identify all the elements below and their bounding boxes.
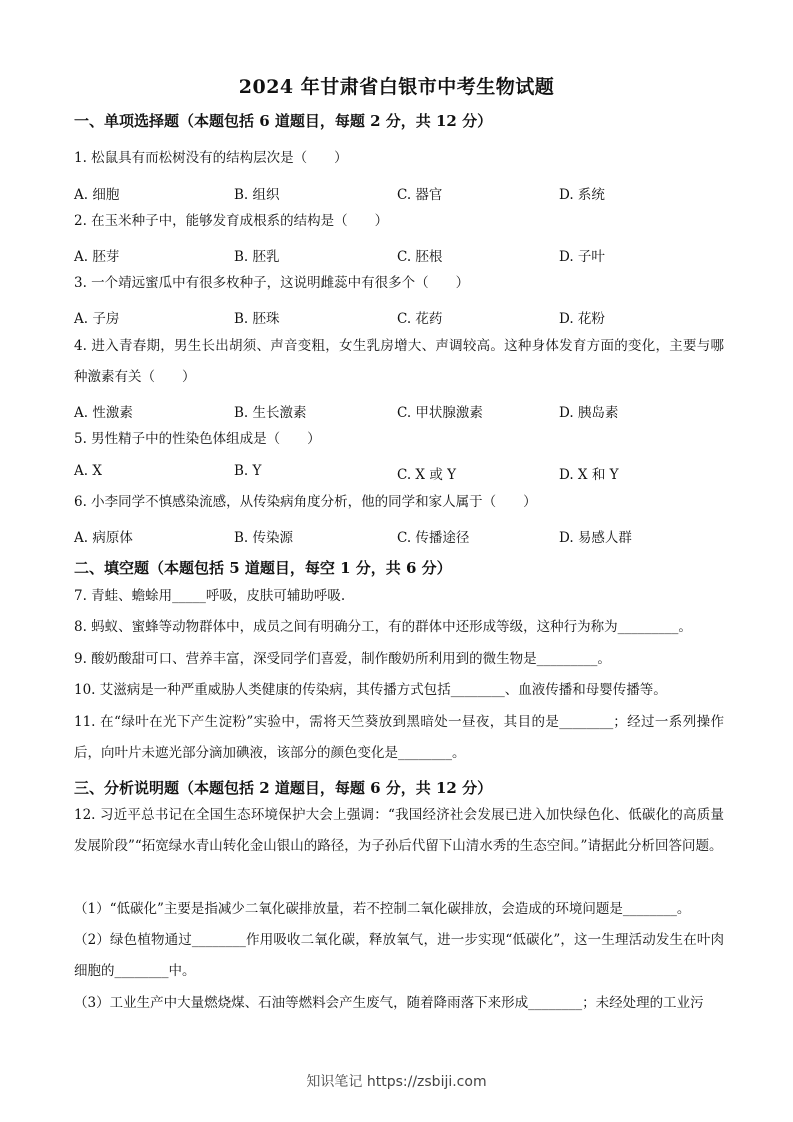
question-6: 6. 小李同学不慎感染流感，从传染病角度分析，他的同学和家人属于（ ）: [74, 494, 537, 510]
option-c: C. 器官: [397, 187, 443, 203]
option-a: A. 子房: [74, 311, 120, 327]
question-1-options: [74, 183, 724, 207]
option-b: B. 胚珠: [234, 311, 280, 327]
page-title: 2024 年甘肃省白银市中考生物试题: [238, 76, 555, 98]
question-12-part-2: （2）绿色植物通过________作用吸收二氧化碳，释放氧气，进一步实现“低碳化”，这一生理活动发生在叶肉细胞的________中。: [74, 932, 724, 979]
option-a: A. 病原体: [74, 530, 133, 546]
option-d: D. 系统: [559, 187, 605, 203]
option-a: A. 细胞: [74, 187, 120, 203]
section-heading-choice: 一、单项选择题（本题包括 6 道题目，每题 2 分，共 12 分）: [74, 112, 493, 130]
footer-watermark: 知识笔记 https://zsbiji.com: [306, 1074, 487, 1090]
option-a: A. 胚芽: [74, 249, 120, 265]
option-b: B. Y: [234, 463, 262, 479]
question-9: 9. 酸奶酸甜可口、营养丰富，深受同学们喜爱，制作酸奶所利用到的微生物是_________。: [74, 651, 611, 667]
option-d: D. 花粉: [559, 311, 605, 327]
option-d: D. X 和 Y: [559, 467, 619, 483]
question-2: 2. 在玉米种子中，能够发育成根系的结构是（ ）: [74, 213, 389, 229]
option-d: D. 易感人群: [559, 530, 632, 546]
option-b: B. 生长激素: [234, 405, 307, 421]
question-12-part-1: （1）“低碳化”主要是指减少二氧化碳排放量，若不控制二氧化碳排放，会造成的环境问题是________。: [74, 901, 691, 917]
question-5: 5. 男性精子中的性染色体组成是（ ）: [74, 431, 321, 447]
question-3: 3. 一个靖远蜜瓜中有很多枚种子，这说明雌蕊中有很多个（ ）: [74, 275, 470, 291]
question-1: 1. 松鼠具有而松树没有的结构层次是（ ）: [74, 150, 348, 166]
question-4: 4. 进入青春期，男生长出胡须、声音变粗，女生乳房增大、声调较高。这种身体发育方面的变化，主要与哪种激素有关（ ）: [74, 338, 724, 385]
option-c: C. X 或 Y: [397, 467, 457, 483]
question-4-options: [74, 401, 724, 425]
option-a: A. 性激素: [74, 405, 133, 421]
section-heading-fill: 二、填空题（本题包括 5 道题目，每空 1 分，共 6 分）: [74, 559, 452, 577]
question-12: 12. 习近平总书记在全国生态环境保护大会上强调：“我国经济社会发展已进入加快绿色化、低碳化的高质量发展阶段”“拓宽绿水青山转化金山银山的路径，为子孙后代留下山清水秀的生态空间。”请据此分析回答问题。: [74, 807, 724, 854]
option-a: A. X: [74, 463, 102, 479]
question-3-options: [74, 307, 724, 331]
question-11: 11. 在“绿叶在光下产生淀粉”实验中，需将天竺葵放到黑暗处一昼夜，其目的是________；经过一系列操作后，向叶片未遮光部分滴加碘液，该部分的颜色变化是________。: [74, 714, 724, 761]
option-b: B. 胚乳: [234, 249, 280, 265]
option-c: C. 胚根: [397, 249, 443, 265]
question-10: 10. 艾滋病是一种严重威胁人类健康的传染病，其传播方式包括________、血液传播和母婴传播等。: [74, 682, 667, 698]
option-c: C. 甲状腺激素: [397, 405, 483, 421]
question-12-part-3: （3）工业生产中大量燃烧煤、石油等燃料会产生废气，随着降雨落下来形成________；未经处理的工业污: [74, 995, 704, 1011]
option-b: B. 传染源: [234, 530, 294, 546]
question-7: 7. 青蛙、蟾蜍用_____呼吸，皮肤可辅助呼吸.: [74, 588, 346, 604]
option-d: D. 胰岛素: [559, 405, 619, 421]
option-b: B. 组织: [234, 187, 280, 203]
question-6-options: [74, 526, 724, 550]
section-heading-analysis: 三、分析说明题（本题包括 2 道题目，每题 6 分，共 12 分）: [74, 779, 493, 797]
question-8: 8. 蚂蚁、蜜蜂等动物群体中，成员之间有明确分工，有的群体中还形成等级，这种行为称为_________。: [74, 619, 692, 635]
option-d: D. 子叶: [559, 249, 605, 265]
option-c: C. 传播途径: [397, 530, 470, 546]
question-5-options: [74, 463, 724, 487]
option-c: C. 花药: [397, 311, 443, 327]
question-2-options: [74, 245, 724, 269]
